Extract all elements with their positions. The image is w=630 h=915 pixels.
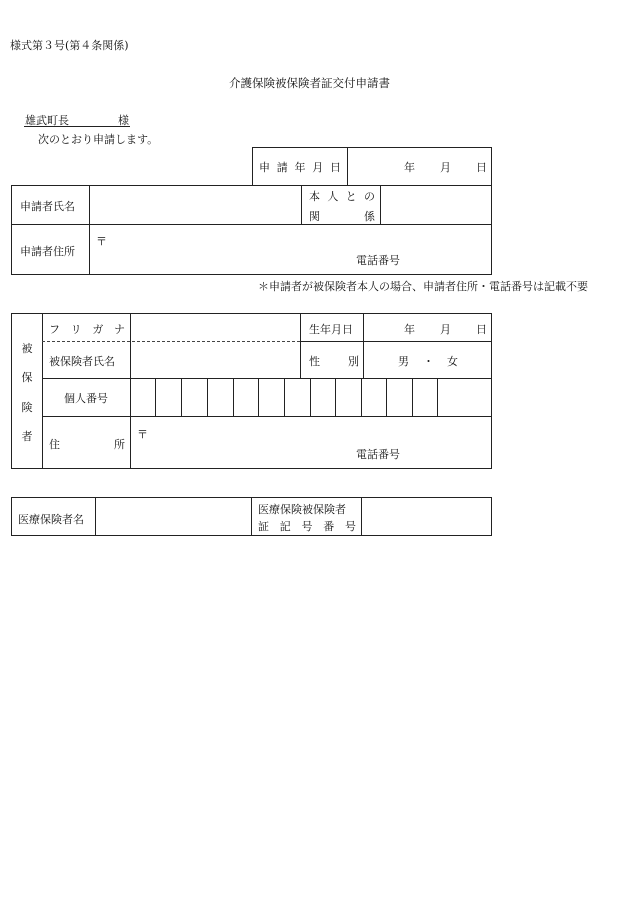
sex-female-option[interactable]: 女 bbox=[447, 355, 458, 368]
sex-label: 性 別 bbox=[309, 355, 359, 368]
insured-section-label: 被 保 険 者 bbox=[21, 342, 33, 443]
relation-label-line2: 関 係 bbox=[309, 210, 375, 223]
application-date-field[interactable] bbox=[349, 149, 490, 184]
applicant-name-label: 申請者氏名 bbox=[20, 200, 75, 213]
sex-separator: ・ bbox=[423, 355, 434, 368]
applicant-name-field[interactable] bbox=[91, 187, 299, 222]
application-date-label: 申 請 年 月 日 bbox=[259, 161, 341, 174]
page-title: 介護保険被保険者証交付申請書 bbox=[229, 76, 390, 90]
birth-date-field[interactable] bbox=[365, 315, 490, 339]
insured-postal-mark: 〒 bbox=[137, 428, 148, 441]
birth-month-label: 月 bbox=[440, 323, 451, 336]
card-label-line2: 証 記 号 番 号 bbox=[258, 520, 356, 533]
birth-date-label: 生年月日 bbox=[309, 323, 353, 336]
mynumber-label: 個人番号 bbox=[64, 392, 108, 405]
insured-phone-label: 電話番号 bbox=[356, 448, 400, 461]
sex-male-option[interactable]: 男 bbox=[398, 355, 409, 368]
application-day-label: 日 bbox=[476, 161, 487, 174]
addressee-underline bbox=[24, 126, 130, 127]
form-number: 様式第３号(第４条関係) bbox=[10, 39, 129, 52]
insurer-name-label: 医療保険者名 bbox=[18, 513, 84, 526]
furigana-label: フ リ ガ ナ bbox=[49, 323, 125, 336]
addressee-name: 雄武町長 bbox=[25, 114, 69, 127]
applicant-postal-mark: 〒 bbox=[96, 235, 107, 248]
addressee-honorific: 様 bbox=[118, 114, 129, 127]
insured-address-label: 住 所 bbox=[49, 438, 125, 451]
applicant-address-label: 申請者住所 bbox=[20, 245, 75, 258]
insured-name-field[interactable] bbox=[132, 343, 298, 377]
birth-year-label: 年 bbox=[404, 323, 415, 336]
application-month-label: 月 bbox=[440, 161, 451, 174]
birth-day-label: 日 bbox=[476, 323, 487, 336]
mynumber-field[interactable] bbox=[132, 380, 437, 414]
relation-label-line1: 本 人 と の bbox=[309, 190, 375, 203]
applicant-note: ＊申請者が被保険者本人の場合、申請者住所・電話番号は記載不要 bbox=[258, 280, 588, 293]
furigana-field[interactable] bbox=[132, 315, 298, 339]
insured-name-label: 被保険者氏名 bbox=[49, 355, 115, 368]
relation-field[interactable] bbox=[382, 187, 490, 222]
intro-text: 次のとおり申請します。 bbox=[38, 133, 159, 146]
application-year-label: 年 bbox=[404, 161, 415, 174]
card-number-field[interactable] bbox=[363, 499, 490, 534]
card-label-line1: 医療保険被保険者 bbox=[258, 503, 346, 516]
insured-address-field[interactable] bbox=[132, 418, 490, 467]
applicant-phone-label: 電話番号 bbox=[356, 254, 400, 267]
insurer-name-field[interactable] bbox=[97, 499, 249, 534]
applicant-address-field[interactable] bbox=[91, 226, 490, 273]
